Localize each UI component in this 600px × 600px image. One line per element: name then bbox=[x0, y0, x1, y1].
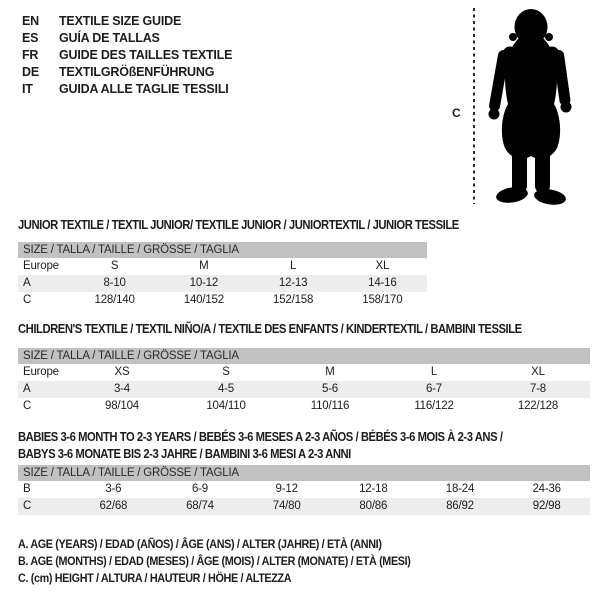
table-cell: M bbox=[199, 260, 209, 272]
table-cell: 110/116 bbox=[310, 400, 350, 412]
section-heading: JUNIOR TEXTILE / TEXTIL JUNIOR/ TEXTILE JUNIOR / JUNIORTEXTIL / JUNIOR TESSILE bbox=[18, 218, 459, 232]
language-title: GUÍA DE TALLAS bbox=[59, 31, 160, 45]
table-cell: 80/86 bbox=[359, 500, 388, 512]
table-header: SIZE / TALLA / TAILLE / GRÖSSE / TAGLIA bbox=[18, 348, 590, 364]
junior-size-table bbox=[18, 242, 427, 309]
table-cell: 9-12 bbox=[275, 483, 298, 495]
table-row bbox=[18, 398, 590, 415]
language-row bbox=[22, 47, 232, 64]
table-cell: 140/152 bbox=[183, 294, 224, 306]
table-cell: 116/122 bbox=[414, 400, 454, 412]
table-row bbox=[18, 364, 590, 381]
language-code: DE bbox=[22, 65, 39, 79]
table-cell: 24-36 bbox=[532, 483, 561, 495]
footnote-b: B. AGE (MONTHS) / EDAD (MESES) / ÂGE (MOIS) / ALTER (MONATE) / ETÀ (MESI) bbox=[18, 554, 411, 568]
table-cell: XL bbox=[375, 260, 390, 272]
table-cell: 74/80 bbox=[272, 500, 301, 512]
table-cell: 104/110 bbox=[206, 400, 246, 412]
section-children bbox=[18, 321, 590, 415]
height-label: C bbox=[452, 106, 461, 120]
table-cell: 3-4 bbox=[113, 383, 131, 395]
table-cell: 98/104 bbox=[105, 400, 139, 412]
language-code: FR bbox=[22, 48, 39, 62]
table-cell: 12-13 bbox=[278, 277, 308, 289]
table-row bbox=[18, 481, 590, 498]
section-heading-line2: BABYS 3-6 MONATE BIS 2-3 JAHRE / BAMBINI 3-6 MESI A 2-3 ANNI bbox=[18, 447, 351, 461]
row-label: Europe bbox=[23, 260, 59, 272]
row-label: C bbox=[23, 294, 32, 306]
footnotes bbox=[18, 536, 454, 587]
row-label: Europe bbox=[23, 366, 59, 378]
table-cell: 3-6 bbox=[105, 483, 122, 495]
baby-silhouette-icon bbox=[483, 6, 579, 206]
table-cell: 122/128 bbox=[517, 400, 559, 412]
table-cell: 152/158 bbox=[273, 294, 314, 306]
section-heading: CHILDREN'S TEXTILE / TEXTIL NIÑO/A / TEXTILE DES ENFANTS / KINDERTEXTIL / BAMBINI TESSILE bbox=[18, 322, 522, 336]
language-row bbox=[22, 64, 232, 81]
table-cell: 10-12 bbox=[189, 277, 219, 289]
table-cell: 8-10 bbox=[103, 277, 126, 289]
table-cell: L bbox=[290, 260, 297, 272]
section-junior bbox=[18, 217, 508, 309]
table-row bbox=[18, 258, 427, 275]
table-cell: 158/170 bbox=[362, 294, 403, 306]
language-title: TEXTILGRÖßENFÜHRUNG bbox=[59, 65, 215, 79]
table-cell: 7-8 bbox=[529, 383, 547, 395]
table-cell: L bbox=[430, 366, 438, 378]
footnote-c: C. (cm) HEIGHT / ALTURA / HAUTEUR / HÖHE / ALTEZZA bbox=[18, 571, 292, 585]
table-cell: 86/92 bbox=[446, 500, 474, 512]
height-figure bbox=[446, 4, 586, 210]
table-cell: XS bbox=[114, 366, 130, 378]
children-size-table bbox=[18, 348, 590, 415]
language-title: GUIDA ALLE TAGLIE TESSILI bbox=[59, 82, 229, 96]
table-cell: 14-16 bbox=[368, 277, 397, 289]
table-cell: 12-18 bbox=[359, 483, 388, 495]
table-cell: 6-9 bbox=[191, 483, 208, 495]
table-cell: 6-7 bbox=[425, 383, 443, 395]
table-row bbox=[18, 275, 427, 292]
language-list bbox=[22, 13, 232, 98]
row-label: A bbox=[23, 277, 31, 289]
row-label: A bbox=[23, 383, 31, 395]
table-cell: M bbox=[325, 366, 335, 378]
language-title: TEXTILE SIZE GUIDE bbox=[59, 14, 182, 28]
footnote-a: A. AGE (YEARS) / EDAD (AÑOS) / ÂGE (ANS) / ALTER (JAHRE) / ETÀ (ANNI) bbox=[18, 537, 382, 551]
language-code: EN bbox=[22, 14, 39, 28]
language-row bbox=[22, 81, 232, 98]
row-label: C bbox=[23, 500, 32, 512]
table-row bbox=[18, 381, 590, 398]
section-babies bbox=[18, 429, 590, 515]
table-row bbox=[18, 498, 590, 515]
table-header: SIZE / TALLA / TAILLE / GRÖSSE / TAGLIA bbox=[18, 465, 590, 481]
table-cell: 128/140 bbox=[94, 294, 135, 306]
language-code: ES bbox=[22, 31, 39, 45]
table-row bbox=[18, 292, 427, 309]
table-cell: S bbox=[222, 366, 230, 378]
table-cell: 4-5 bbox=[217, 383, 235, 395]
table-cell: 62/68 bbox=[99, 500, 128, 512]
table-cell: 92/98 bbox=[532, 500, 561, 512]
row-label: C bbox=[23, 400, 32, 412]
language-row bbox=[22, 13, 232, 30]
height-measure-line bbox=[473, 8, 475, 204]
row-label: B bbox=[23, 483, 31, 495]
table-cell: 18-24 bbox=[445, 483, 475, 495]
section-heading: BABIES 3-6 MONTH TO 2-3 YEARS / BEBÉS 3-6 MESES A 2-3 AÑOS / BÉBÉS 3-6 MOIS À 2-3 ANS / bbox=[18, 430, 503, 444]
table-cell: XL bbox=[531, 366, 545, 378]
table-cell: S bbox=[110, 260, 119, 272]
language-code: IT bbox=[22, 82, 33, 96]
table-header: SIZE / TALLA / TAILLE / GRÖSSE / TAGLIA bbox=[18, 242, 427, 258]
babies-size-table bbox=[18, 465, 590, 515]
table-cell: 68/74 bbox=[186, 500, 214, 512]
table-cell: 5-6 bbox=[321, 383, 339, 395]
language-row bbox=[22, 30, 232, 47]
language-title: GUIDE DES TAILLES TEXTILE bbox=[59, 48, 233, 62]
